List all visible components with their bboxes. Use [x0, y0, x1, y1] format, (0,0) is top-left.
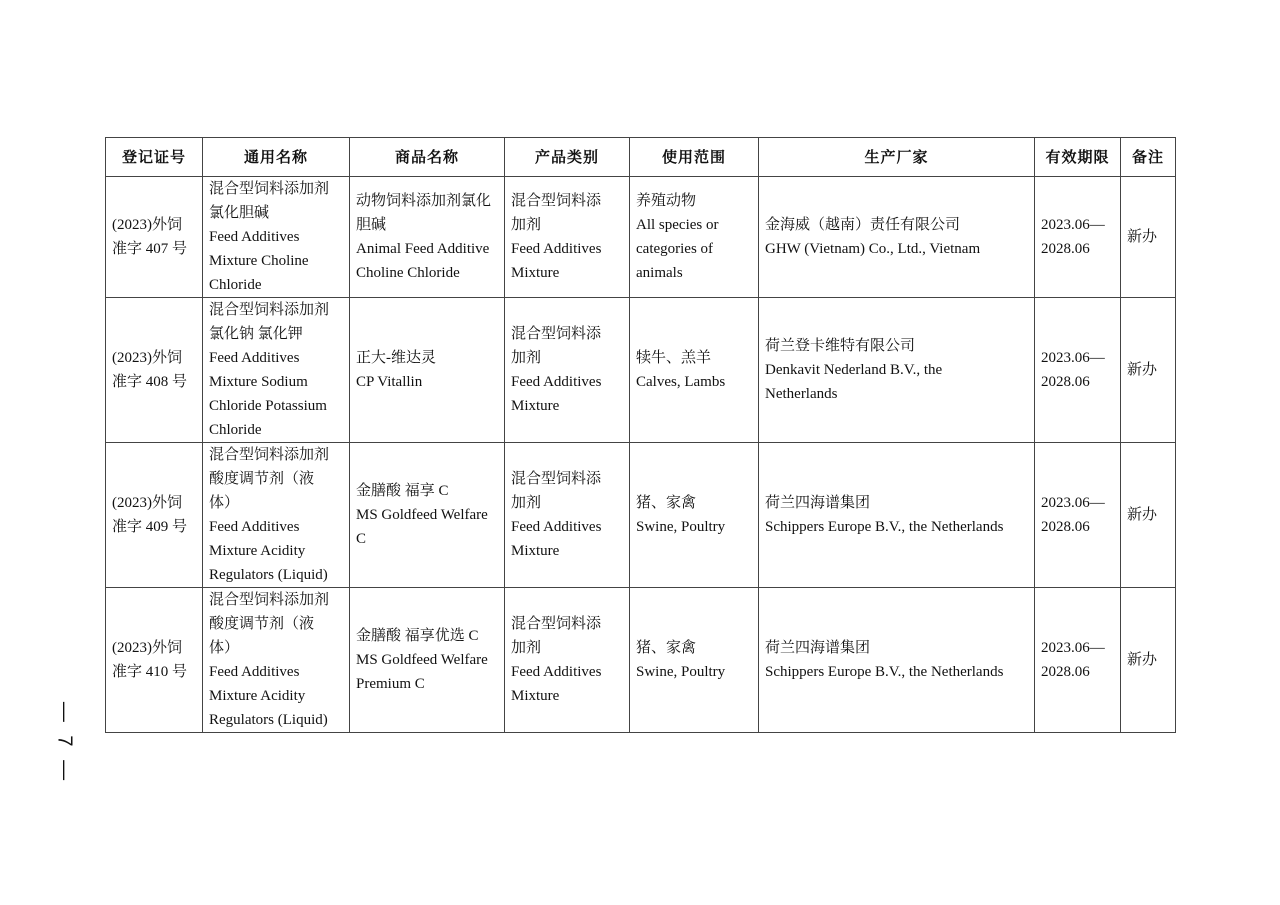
cell-reg-no: (2023)外饲 准字 410 号: [106, 588, 203, 733]
header-note: 备注: [1121, 138, 1176, 177]
header-scope: 使用范围: [630, 138, 759, 177]
header-manufacturer: 生产厂家: [759, 138, 1035, 177]
cell-note: 新办: [1121, 298, 1176, 443]
cell-note: 新办: [1121, 588, 1176, 733]
table-row: [106, 588, 1176, 733]
cell-generic-name: 混合型饲料添加剂 氯化胆碱 Feed Additives Mixture Choline Chloride: [203, 177, 350, 298]
page-number-text: — 7 —: [53, 701, 76, 785]
cell-trade-name: 金膳酸 福享 C MS Goldfeed Welfare C: [350, 443, 505, 588]
header-category: 产品类别: [505, 138, 630, 177]
registration-table: [105, 137, 1176, 733]
cell-validity: 2023.06— 2028.06: [1035, 443, 1121, 588]
cell-manufacturer: 荷兰四海谱集团 Schippers Europe B.V., the Netherlands: [759, 588, 1035, 733]
cell-scope: 猪、家禽 Swine, Poultry: [630, 588, 759, 733]
header-trade-name: 商品名称: [350, 138, 505, 177]
cell-category: 混合型饲料添 加剂 Feed Additives Mixture: [505, 443, 630, 588]
cell-validity: 2023.06— 2028.06: [1035, 588, 1121, 733]
cell-scope: 猪、家禽 Swine, Poultry: [630, 443, 759, 588]
cell-category: 混合型饲料添 加剂 Feed Additives Mixture: [505, 177, 630, 298]
header-generic-name: 通用名称: [203, 138, 350, 177]
cell-trade-name: 正大-维达灵 CP Vitallin: [350, 298, 505, 443]
cell-reg-no: (2023)外饲 准字 407 号: [106, 177, 203, 298]
page-number: [53, 701, 76, 785]
header-validity: 有效期限: [1035, 138, 1121, 177]
table-row: [106, 298, 1176, 443]
cell-scope: 养殖动物 All species or categories of animals: [630, 177, 759, 298]
table-row: [106, 443, 1176, 588]
cell-note: 新办: [1121, 443, 1176, 588]
cell-scope: 犊牛、羔羊 Calves, Lambs: [630, 298, 759, 443]
cell-manufacturer: 荷兰登卡维特有限公司 Denkavit Nederland B.V., the Netherlands: [759, 298, 1035, 443]
header-reg-no: 登记证号: [106, 138, 203, 177]
cell-generic-name: 混合型饲料添加剂 酸度调节剂（液体） Feed Additives Mixture Acidity Regulators (Liquid): [203, 443, 350, 588]
table-row: [106, 177, 1176, 298]
cell-reg-no: (2023)外饲 准字 408 号: [106, 298, 203, 443]
cell-generic-name: 混合型饲料添加剂 酸度调节剂（液体） Feed Additives Mixture Acidity Regulators (Liquid): [203, 588, 350, 733]
cell-validity: 2023.06— 2028.06: [1035, 177, 1121, 298]
cell-trade-name: 金膳酸 福享优选 C MS Goldfeed Welfare Premium C: [350, 588, 505, 733]
cell-generic-name: 混合型饲料添加剂 氯化钠 氯化钾 Feed Additives Mixture Sodium Chloride Potassium Chloride: [203, 298, 350, 443]
cell-reg-no: (2023)外饲 准字 409 号: [106, 443, 203, 588]
cell-manufacturer: 金海威（越南）责任有限公司 GHW (Vietnam) Co., Ltd., Vietnam: [759, 177, 1035, 298]
cell-category: 混合型饲料添 加剂 Feed Additives Mixture: [505, 298, 630, 443]
cell-trade-name: 动物饲料添加剂氯化 胆碱 Animal Feed Additive Choline Chloride: [350, 177, 505, 298]
table-header-row: [106, 138, 1176, 177]
cell-category: 混合型饲料添 加剂 Feed Additives Mixture: [505, 588, 630, 733]
cell-manufacturer: 荷兰四海谱集团 Schippers Europe B.V., the Netherlands: [759, 443, 1035, 588]
cell-note: 新办: [1121, 177, 1176, 298]
cell-validity: 2023.06— 2028.06: [1035, 298, 1121, 443]
